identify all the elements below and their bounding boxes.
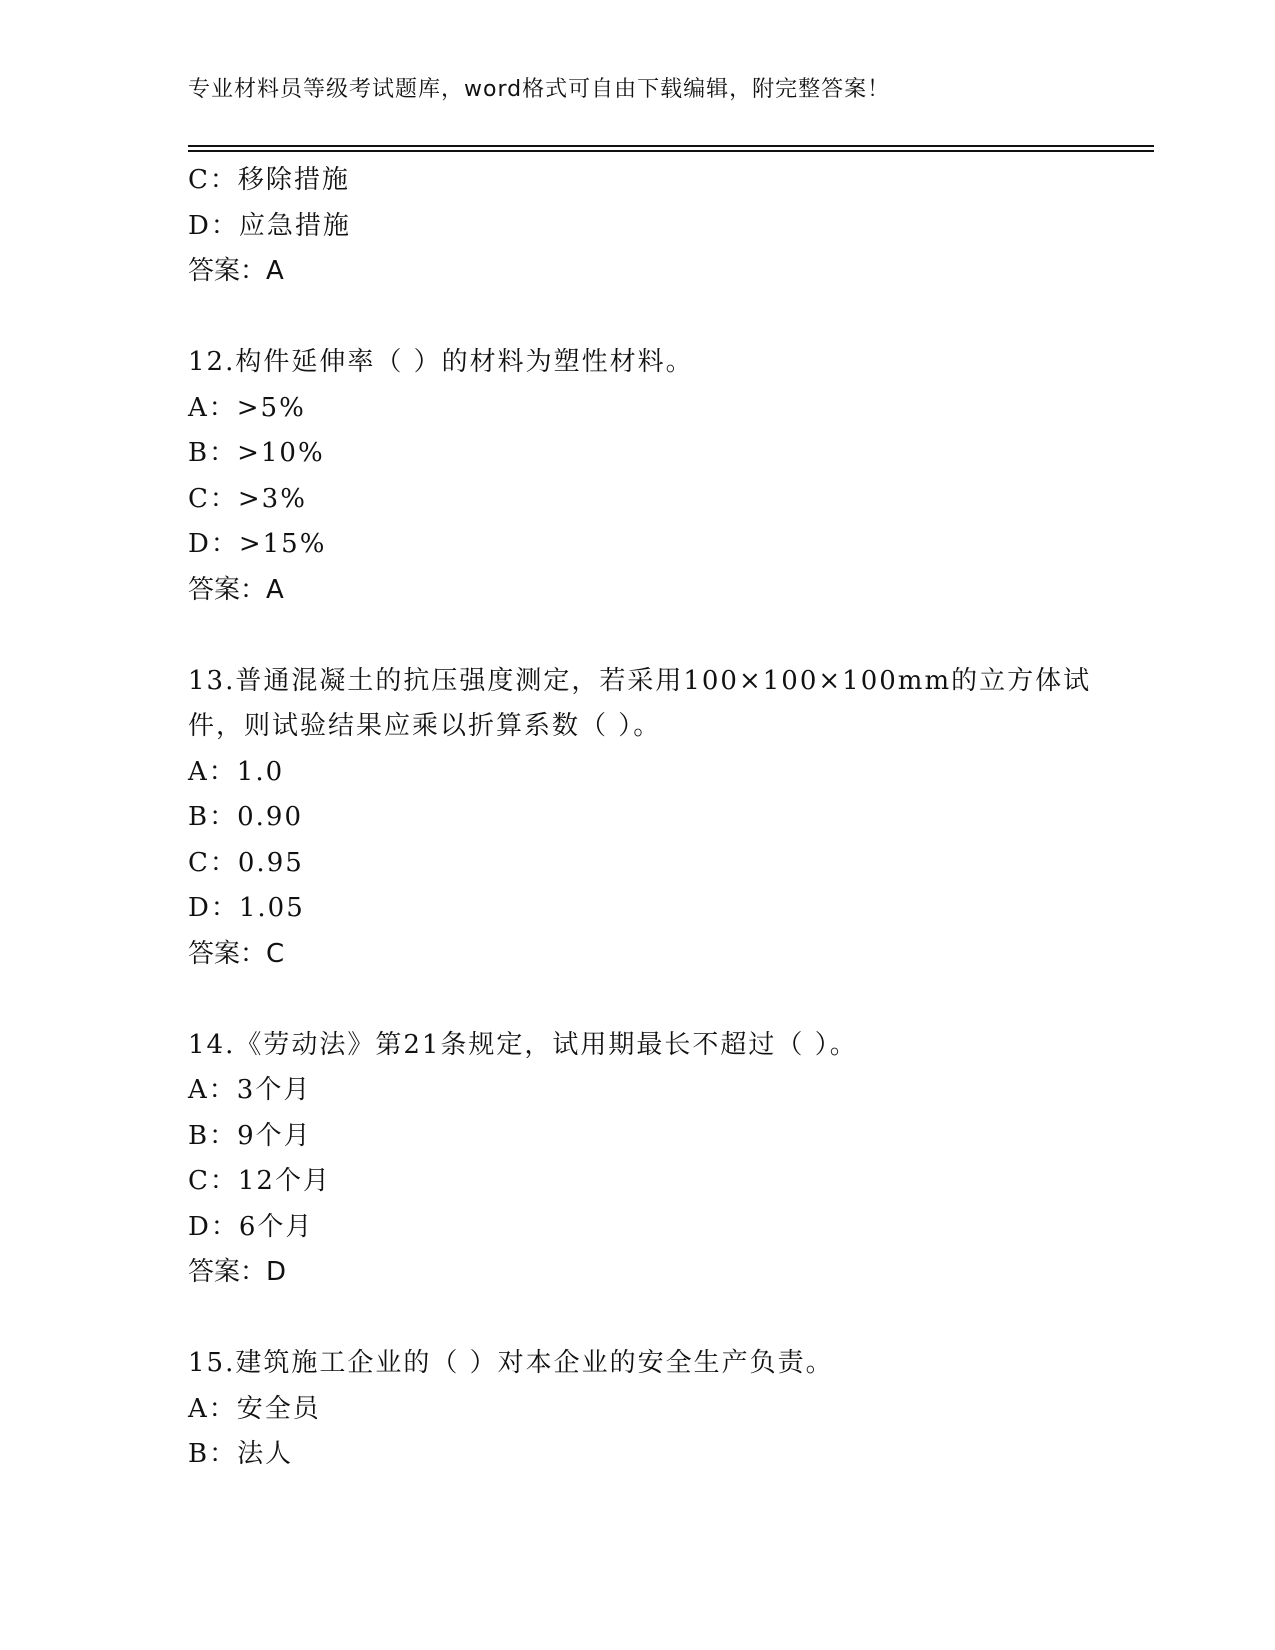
question-11-tail bbox=[188, 158, 1138, 295]
question-text: 13.普通混凝土的抗压强度测定，若采用100×100×100mm的立方体试 bbox=[188, 665, 1092, 696]
option-a: A：安全员 bbox=[188, 1393, 321, 1424]
option-a: A：>5% bbox=[188, 392, 306, 423]
option-b: B：0.90 bbox=[188, 802, 303, 832]
option-c: C：12个月 bbox=[188, 1166, 331, 1196]
option-d: D：1.05 bbox=[188, 893, 305, 923]
header-rule-top bbox=[188, 145, 1154, 147]
question-text: 14.《劳动法》第21条规定，试用期最长不超过（ ）。 bbox=[188, 1029, 858, 1060]
option-b: B：>10% bbox=[188, 438, 325, 468]
option-c: C：移除措施 bbox=[188, 165, 350, 195]
option-b: B：法人 bbox=[188, 1439, 294, 1469]
answer-value: A bbox=[266, 574, 284, 605]
answer-line bbox=[188, 568, 1138, 614]
answer-line bbox=[188, 932, 1138, 978]
question-text-continued: 件，则试验结果应乘以折算系数（ ）。 bbox=[188, 711, 662, 741]
option-c: C：>3% bbox=[188, 483, 307, 514]
header-rule-bottom bbox=[188, 150, 1154, 152]
question-12 bbox=[188, 340, 1138, 613]
question-text: 15.建筑施工企业的（ ）对本企业的安全生产负责。 bbox=[188, 1348, 834, 1378]
option-c: C：0.95 bbox=[188, 847, 304, 878]
question-text: 12.构件延伸率（ ）的材料为塑性材料。 bbox=[188, 347, 694, 377]
answer-label: 答案： bbox=[188, 574, 267, 605]
answer-label: 答案： bbox=[188, 256, 267, 286]
question-14 bbox=[188, 1023, 1138, 1296]
answer-value: A bbox=[266, 256, 284, 286]
option-a: A：1.0 bbox=[188, 756, 285, 787]
option-d: D：>15% bbox=[188, 529, 327, 559]
answer-line bbox=[188, 249, 1138, 295]
question-13 bbox=[188, 659, 1138, 978]
answer-label: 答案： bbox=[188, 938, 267, 969]
option-a: A：3个月 bbox=[188, 1075, 312, 1105]
option-d: D：应急措施 bbox=[188, 210, 351, 241]
answer-label: 答案： bbox=[188, 1257, 267, 1287]
option-d: D：6个月 bbox=[188, 1211, 314, 1242]
answer-line bbox=[188, 1250, 1138, 1296]
question-15 bbox=[188, 1341, 1138, 1478]
page-header: 专业材料员等级考试题库，word格式可自由下载编辑，附完整答案！ bbox=[188, 77, 891, 102]
option-b: B：9个月 bbox=[188, 1120, 312, 1151]
answer-value: D bbox=[266, 1257, 287, 1287]
answer-value: C bbox=[266, 938, 285, 969]
question-list bbox=[188, 158, 1138, 1478]
